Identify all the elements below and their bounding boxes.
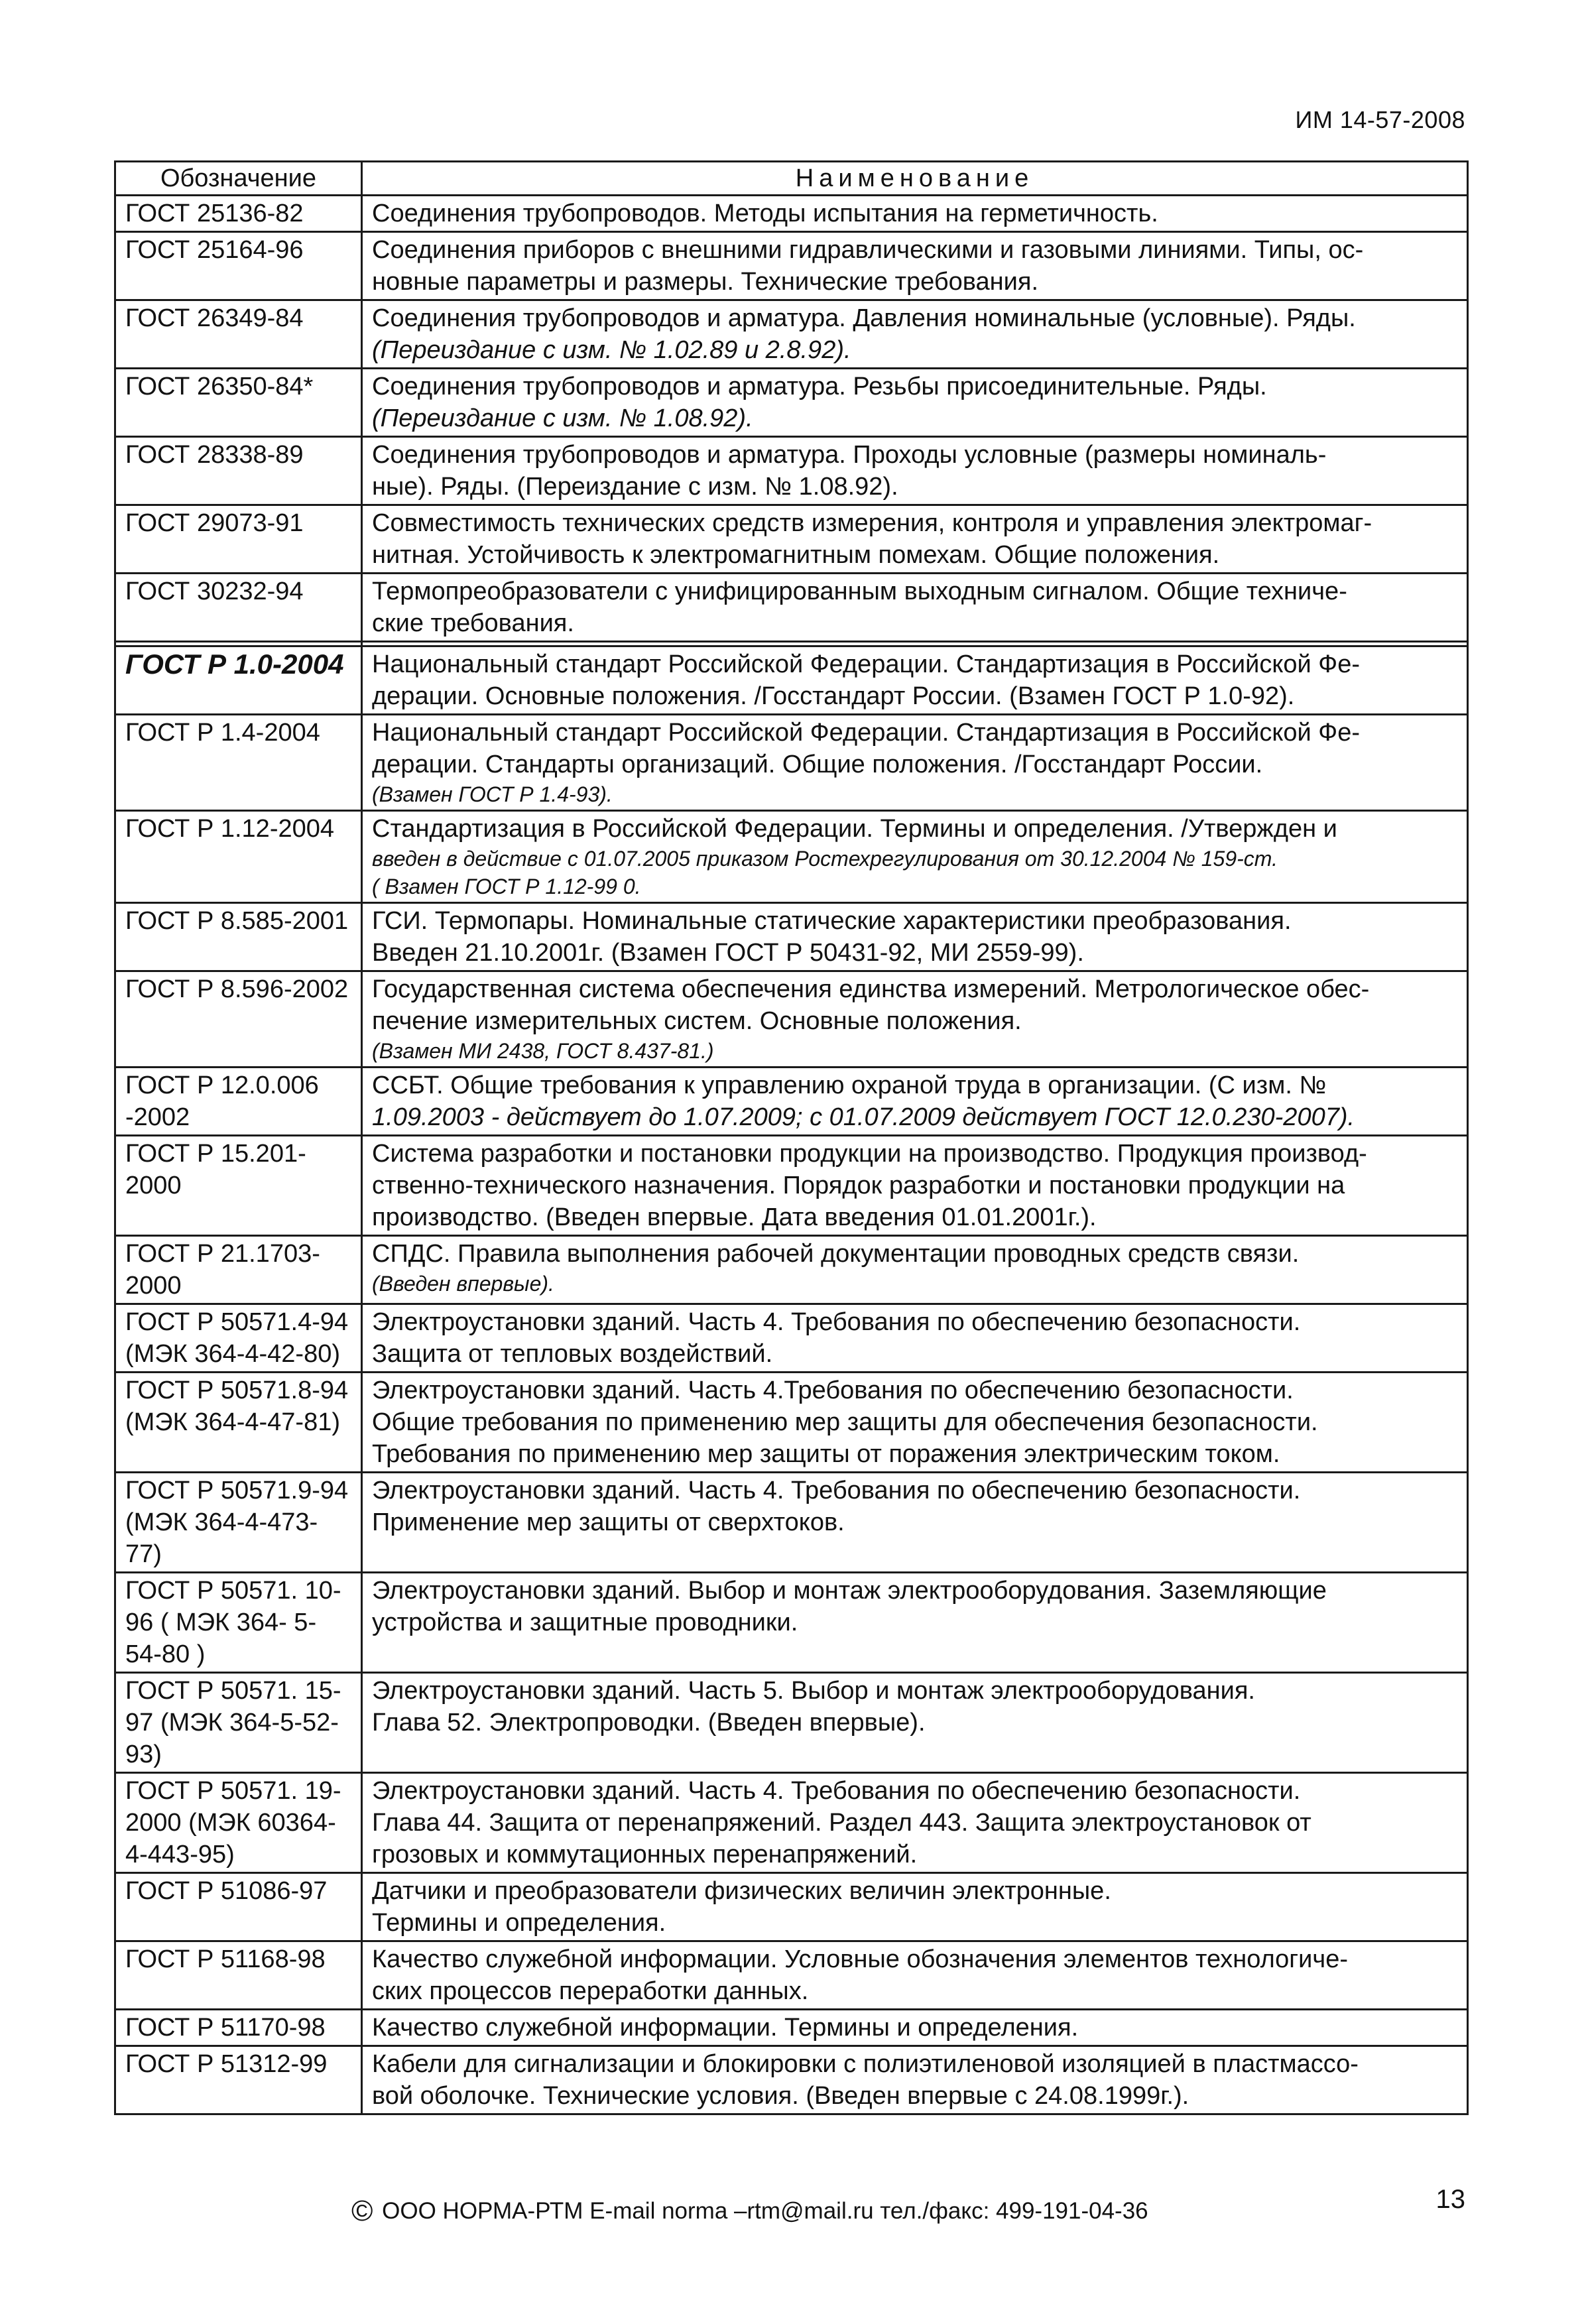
- table-row: [115, 646, 1468, 715]
- standard-name-line: Общие требования по применению мер защиты для обеспечения безопасности.: [372, 1408, 1318, 1436]
- standard-name: [362, 300, 1468, 369]
- table-row: [115, 437, 1468, 505]
- standard-name: [362, 811, 1468, 903]
- standard-code: ГОСТ Р 51312-99: [115, 2046, 362, 2114]
- standard-code: ГОСТ 29073-91: [115, 505, 362, 574]
- column-header-name: Наименование: [362, 162, 1468, 196]
- table-row: [115, 1473, 1468, 1573]
- standard-name-line: дерации. Стандарты организаций. Общие положения. /Госстандарт России.: [372, 751, 1263, 778]
- standard-name-line: Государственная система обеспечения единства измерений. Метрологическое обес-: [372, 975, 1370, 1003]
- table-row: [115, 1068, 1468, 1136]
- standard-name-line: (Переиздание с изм. № 1.02.89 и 2.8.92).: [372, 336, 851, 364]
- standard-name: [362, 196, 1468, 232]
- standard-name: [362, 903, 1468, 971]
- standard-name-line: введен в действие с 01.07.2005 приказом Ростехрегулирования от 30.12.2004 № 159-ст.: [372, 847, 1278, 871]
- standard-code: ГОСТ Р 21.1703-2000: [115, 1236, 362, 1304]
- standard-code: ГОСТ 26349-84: [115, 300, 362, 369]
- standard-code: ГОСТ Р 12.0.006 -2002: [115, 1068, 362, 1136]
- table-row: [115, 1941, 1468, 2010]
- standard-code: ГОСТ Р 1.12-2004: [115, 811, 362, 903]
- standard-name: [362, 971, 1468, 1068]
- standard-code: [115, 642, 362, 646]
- standard-name: [362, 2046, 1468, 2114]
- standard-name-line: Система разработки и постановки продукции на производство. Продукция производ-: [372, 1140, 1367, 1168]
- table-row: [115, 369, 1468, 437]
- standard-name-line: ГСИ. Термопары. Номинальные статические характеристики преобразования.: [372, 907, 1292, 935]
- standard-name-line: ственно-технического назначения. Порядок разработки и постановки продукции на: [372, 1172, 1345, 1199]
- standard-name: [362, 1068, 1468, 1136]
- copyright-icon: ©: [351, 2195, 373, 2227]
- standard-code: ГОСТ Р 50571. 10-96 ( МЭК 364- 5-54-80 ): [115, 1573, 362, 1673]
- standard-name: [362, 642, 1468, 646]
- standard-name-line: Качество служебной информации. Условные обозначения элементов технологиче-: [372, 1945, 1348, 1973]
- standard-name-line: Качество служебной информации. Термины и определения.: [372, 2014, 1079, 2042]
- table-row: [115, 1673, 1468, 1773]
- standard-name: [362, 1573, 1468, 1673]
- standard-name-line: Защита от тепловых воздействий.: [372, 1340, 773, 1368]
- standard-name-line: Электроустановки зданий. Часть 4.Требования по обеспечению безопасности.: [372, 1376, 1294, 1404]
- standard-name-line: Электроустановки зданий. Часть 4. Требования по обеспечению безопасности.: [372, 1477, 1301, 1504]
- table-row: [115, 232, 1468, 300]
- table-body: [115, 196, 1468, 2114]
- standard-name-line: Соединения трубопроводов и арматура. Проходы условные (размеры номиналь-: [372, 441, 1327, 469]
- standard-code: ГОСТ Р 15.201-2000: [115, 1136, 362, 1236]
- standard-code: ГОСТ Р 50571.8-94 (МЭК 364-4-47-81): [115, 1373, 362, 1473]
- footer: [351, 2195, 1346, 2228]
- standard-name: [362, 2010, 1468, 2046]
- standard-name: [362, 574, 1468, 642]
- standard-name: [362, 369, 1468, 437]
- standard-name-line: Глава 44. Защита от перенапряжений. Раздел 443. Защита электроустановок от: [372, 1809, 1311, 1837]
- standard-name-line: печение измерительных систем. Основные положения.: [372, 1007, 1022, 1035]
- table-row: [115, 574, 1468, 642]
- standard-name: [362, 715, 1468, 811]
- standard-name-line: Глава 52. Электропроводки. (Введен впервые).: [372, 1709, 926, 1737]
- table-row: [115, 2010, 1468, 2046]
- standard-name-line: Требования по применению мер защиты от поражения электрическим током.: [372, 1440, 1280, 1468]
- standard-name: [362, 1673, 1468, 1773]
- standard-code: ГОСТ Р 50571. 15-97 (МЭК 364-5-52-93): [115, 1673, 362, 1773]
- standard-name: [362, 1473, 1468, 1573]
- standard-code: ГОСТ Р 1.4-2004: [115, 715, 362, 811]
- table-row: [115, 1573, 1468, 1673]
- table-row: [115, 2046, 1468, 2114]
- standard-name-line: Соединения трубопроводов и арматура. Резьбы присоединительные. Ряды.: [372, 373, 1267, 400]
- standard-name: [362, 646, 1468, 715]
- standard-code: ГОСТ Р 8.596-2002: [115, 971, 362, 1068]
- standard-name-line: (Взамен МИ 2438, ГОСТ 8.437-81.): [372, 1039, 714, 1063]
- table-row: [115, 1373, 1468, 1473]
- standard-name: [362, 1873, 1468, 1941]
- table-row: [115, 1873, 1468, 1941]
- standard-name: [362, 1941, 1468, 2010]
- standard-code: ГОСТ Р 50571.9-94 (МЭК 364-4-473-77): [115, 1473, 362, 1573]
- standard-name-line: Национальный стандарт Российской Федерации. Стандартизация в Российской Фе-: [372, 650, 1360, 678]
- table-row: [115, 715, 1468, 811]
- standard-name-line: Термопреобразователи с унифицированным выходным сигналом. Общие техниче-: [372, 578, 1347, 605]
- standard-name-line: (Взамен ГОСТ Р 1.4-93).: [372, 782, 613, 806]
- standard-code: ГОСТ Р 50571.4-94 (МЭК 364-4-42-80): [115, 1304, 362, 1373]
- table-row: [115, 1136, 1468, 1236]
- standard-name-line: Электроустановки зданий. Часть 4. Требования по обеспечению безопасности.: [372, 1777, 1301, 1805]
- footer-contact-text: ООО НОРМА-РТМ E-mail norma –rtm@mail.ru тел./факс: 499-191-04-36: [382, 2198, 1148, 2224]
- standard-name: [362, 1136, 1468, 1236]
- table-row: [115, 971, 1468, 1068]
- standard-name-line: устройства и защитные проводники.: [372, 1609, 798, 1636]
- standard-name-line: 1.09.2003 - действует до 1.07.2009; с 01.07.2009 действует ГОСТ 12.0.230-2007).: [372, 1103, 1355, 1131]
- standard-code: ГОСТ 25136-82: [115, 196, 362, 232]
- standard-name-line: Датчики и преобразователи физических величин электронные.: [372, 1877, 1111, 1905]
- standard-name: [362, 1304, 1468, 1373]
- standard-name: [362, 1373, 1468, 1473]
- table-row: [115, 642, 1468, 646]
- standard-code: ГОСТ Р 1.0-2004: [115, 646, 362, 715]
- table-row: [115, 505, 1468, 574]
- standard-name-line: (Введен впервые).: [372, 1272, 554, 1296]
- standard-code: ГОСТ Р 51168-98: [115, 1941, 362, 2010]
- standard-name-line: дерации. Основные положения. /Госстандарт России. (Взамен ГОСТ Р 1.0-92).: [372, 682, 1295, 710]
- table-row: [115, 1236, 1468, 1304]
- standard-name: [362, 1773, 1468, 1873]
- standard-name-line: производство. (Введен впервые. Дата введения 01.01.2001г.).: [372, 1203, 1097, 1231]
- standard-name-line: Электроустановки зданий. Выбор и монтаж электрооборудования. Заземляющие: [372, 1577, 1327, 1605]
- standard-name-line: (Переиздание с изм. № 1.08.92).: [372, 404, 753, 432]
- standard-code: ГОСТ Р 50571. 19-2000 (МЭК 60364-4-443-95): [115, 1773, 362, 1873]
- standard-name-line: Электроустановки зданий. Часть 4. Требования по обеспечению безопасности.: [372, 1308, 1301, 1336]
- standard-name-line: Соединения трубопроводов и арматура. Давления номинальные (условные). Ряды.: [372, 304, 1356, 332]
- standard-code: ГОСТ 30232-94: [115, 574, 362, 642]
- standard-name-line: новные параметры и размеры. Технические требования.: [372, 268, 1038, 296]
- standard-name-line: грозовых и коммутационных перенапряжений.: [372, 1841, 918, 1868]
- standard-name-line: Электроустановки зданий. Часть 5. Выбор и монтаж электрооборудования.: [372, 1677, 1255, 1705]
- standard-name-line: Введен 21.10.2001г. (Взамен ГОСТ Р 50431-92, МИ 2559-99).: [372, 939, 1084, 967]
- standard-name-line: Соединения приборов с внешними гидравлическими и газовыми линиями. Типы, ос-: [372, 236, 1364, 264]
- document-code: ИМ 14-57-2008: [1295, 106, 1465, 133]
- table-header-row: [115, 162, 1468, 196]
- standard-name-line: нитная. Устойчивость к электромагнитным помехам. Общие положения.: [372, 541, 1220, 569]
- table-row: [115, 811, 1468, 903]
- standard-name-line: ные). Ряды. (Переиздание с изм. № 1.08.92).: [372, 473, 898, 501]
- standard-name-line: ских процессов переработки данных.: [372, 1977, 809, 2005]
- standard-code: ГОСТ Р 8.585-2001: [115, 903, 362, 971]
- table-row: [115, 1304, 1468, 1373]
- standard-name-line: вой оболочке. Технические условия. (Введен впервые с 24.08.1999г.).: [372, 2082, 1189, 2110]
- standard-name-line: ( Взамен ГОСТ Р 1.12-99 0.: [372, 875, 641, 898]
- table-row: [115, 300, 1468, 369]
- standard-code: ГОСТ 25164-96: [115, 232, 362, 300]
- standard-name-line: СПДС. Правила выполнения рабочей документации проводных средств связи.: [372, 1240, 1300, 1268]
- standard-name: [362, 505, 1468, 574]
- column-header-designation: Обозначение: [115, 162, 362, 196]
- standard-code: ГОСТ 28338-89: [115, 437, 362, 505]
- standard-name-line: ские требования.: [372, 609, 574, 637]
- standard-code: ГОСТ Р 51086-97: [115, 1873, 362, 1941]
- table-row: [115, 1773, 1468, 1873]
- standard-name-line: ССБТ. Общие требования к управлению охраной труда в организации. (С изм. №: [372, 1071, 1327, 1099]
- standard-name-line: Термины и определения.: [372, 1909, 666, 1937]
- standard-name-line: Национальный стандарт Российской Федерации. Стандартизация в Российской Фе-: [372, 719, 1360, 747]
- standard-name-line: Стандартизация в Российской Федерации. Термины и определения. /Утвержден и: [372, 815, 1337, 843]
- standard-code: ГОСТ Р 51170-98: [115, 2010, 362, 2046]
- page-number: 13: [1435, 2185, 1465, 2214]
- standard-name-line: Применение мер защиты от сверхтоков.: [372, 1508, 845, 1536]
- standard-name: [362, 1236, 1468, 1304]
- standard-code: ГОСТ 26350-84*: [115, 369, 362, 437]
- table-row: [115, 903, 1468, 971]
- standard-name-line: Соединения трубопроводов. Методы испытания на герметичность.: [372, 200, 1158, 227]
- standard-name: [362, 232, 1468, 300]
- table-row: [115, 196, 1468, 232]
- standard-name: [362, 437, 1468, 505]
- standard-name-line: Совместимость технических средств измерения, контроля и управления электромаг-: [372, 509, 1372, 537]
- standard-name-line: Кабели для сигнализации и блокировки с полиэтиленовой изоляцией в пластмассо-: [372, 2050, 1359, 2078]
- standards-table: [114, 160, 1469, 2115]
